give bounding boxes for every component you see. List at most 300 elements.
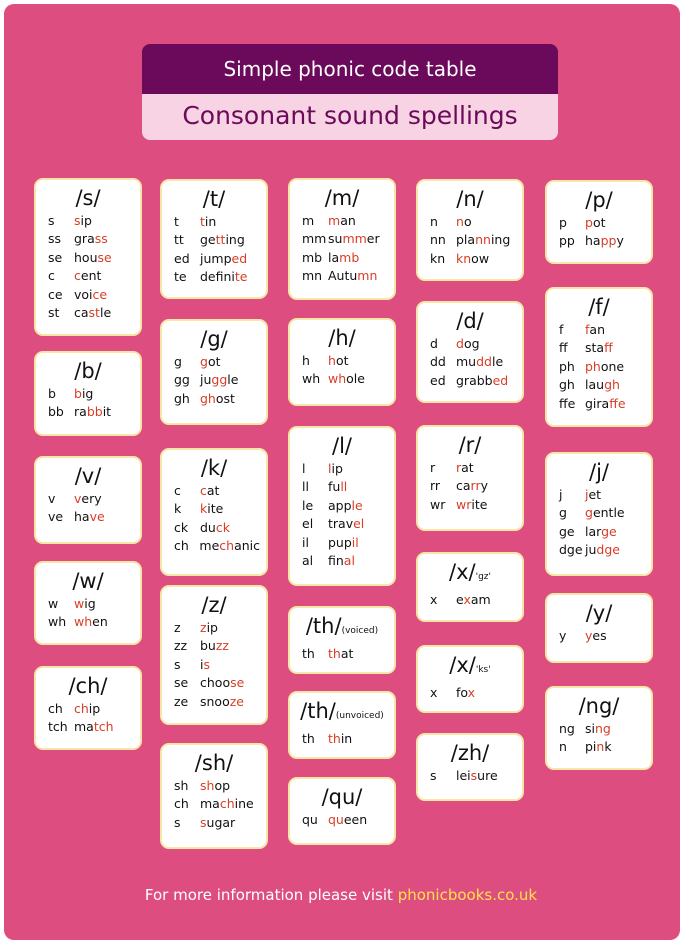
spelling-pattern: c xyxy=(48,268,55,284)
highlighted-grapheme: r xyxy=(456,460,462,475)
spelling-pattern: x xyxy=(430,592,438,607)
spelling-pattern: al xyxy=(302,553,314,569)
highlighted-grapheme: zz xyxy=(215,638,229,654)
example-word: giraffe xyxy=(585,395,626,411)
spelling-pattern: ffe xyxy=(559,395,576,411)
highlighted-grapheme: b xyxy=(74,386,82,401)
sound-note: 'ks' xyxy=(475,665,491,675)
example-word: sing xyxy=(585,721,611,736)
spelling-row xyxy=(48,508,134,526)
sound-card xyxy=(160,743,268,849)
sound-card xyxy=(288,178,396,300)
highlighted-grapheme: gh xyxy=(200,390,216,406)
spelling-pattern: ss xyxy=(48,231,62,247)
sound-title xyxy=(424,739,516,767)
sound-title xyxy=(296,184,388,212)
footer xyxy=(0,886,682,904)
example-word: mechanic xyxy=(199,538,260,554)
highlighted-grapheme: t xyxy=(200,214,205,229)
spelling-row xyxy=(430,591,516,609)
spelling-row xyxy=(430,250,516,268)
spelling-pattern: dd xyxy=(430,354,446,370)
spelling-row xyxy=(559,486,645,504)
spelling-row xyxy=(48,403,134,421)
spelling-row xyxy=(430,231,516,249)
sound-card xyxy=(416,645,524,713)
highlighted-grapheme: th xyxy=(328,646,341,661)
spelling-pattern: mn xyxy=(302,268,323,284)
spelling-pattern: s xyxy=(430,768,437,783)
spelling-pattern: ge xyxy=(559,523,575,539)
example-word: cent xyxy=(74,268,102,284)
highlighted-grapheme: x xyxy=(467,685,476,700)
spelling-pattern: n xyxy=(430,214,438,229)
spelling-row xyxy=(559,541,645,559)
sound-card xyxy=(160,585,268,725)
spelling-row xyxy=(302,497,388,515)
sound-symbol: /ch/ xyxy=(68,674,108,698)
highlighted-grapheme: ll xyxy=(340,479,348,495)
spelling-row xyxy=(48,700,134,718)
sound-card xyxy=(34,561,142,645)
sound-title xyxy=(168,185,260,213)
spelling-pattern: se xyxy=(48,249,63,265)
example-word: jumped xyxy=(200,250,248,266)
highlighted-grapheme: ce xyxy=(92,286,108,302)
highlighted-grapheme: dge xyxy=(596,542,620,558)
spelling-pattern: d xyxy=(430,336,438,351)
example-word: ghost xyxy=(200,390,235,406)
sound-symbol: /b/ xyxy=(74,359,102,383)
sound-title xyxy=(424,307,516,335)
spelling-row xyxy=(559,339,645,357)
highlighted-grapheme: n xyxy=(456,214,464,229)
highlighted-grapheme: nn xyxy=(475,232,491,248)
example-word: final xyxy=(328,553,355,569)
spelling-pattern: se xyxy=(174,675,189,691)
highlighted-grapheme: s xyxy=(200,814,207,830)
spelling-pattern: w xyxy=(48,596,59,611)
spelling-row xyxy=(48,613,134,631)
spelling-row xyxy=(559,214,645,232)
spelling-row xyxy=(302,552,388,570)
spelling-row xyxy=(559,523,645,541)
sound-title xyxy=(424,558,516,591)
example-word: duck xyxy=(200,519,230,535)
sound-card xyxy=(416,179,524,281)
spelling-row xyxy=(174,268,260,286)
spelling-row xyxy=(48,230,134,248)
spelling-row xyxy=(559,504,645,522)
highlighted-grapheme: st xyxy=(88,305,100,321)
highlighted-grapheme: z xyxy=(200,620,207,635)
example-word: choose xyxy=(200,675,245,691)
highlighted-grapheme: wh xyxy=(74,614,93,630)
sound-card xyxy=(160,179,268,299)
example-word: Autumn xyxy=(328,268,378,284)
example-word: full xyxy=(328,479,348,495)
example-word: grabbed xyxy=(456,372,509,388)
example-word: yes xyxy=(585,628,607,643)
example-word: definite xyxy=(200,269,248,285)
example-word: tin xyxy=(200,214,217,229)
example-word: got xyxy=(200,354,221,369)
example-word: lamb xyxy=(328,249,360,265)
sound-symbol: /qu/ xyxy=(321,785,363,809)
spelling-pattern: th xyxy=(302,646,315,661)
spelling-row xyxy=(174,213,260,231)
highlighted-grapheme: ze xyxy=(229,693,244,709)
spelling-row xyxy=(48,286,134,304)
spelling-row xyxy=(48,490,134,508)
spelling-pattern: r xyxy=(430,460,436,475)
sound-card xyxy=(545,686,653,770)
spelling-row xyxy=(430,335,516,353)
footer-text: For more information please visit xyxy=(144,886,398,904)
example-word: pot xyxy=(585,215,606,230)
example-word: happy xyxy=(585,233,624,249)
sound-symbol: /x/ xyxy=(449,653,476,677)
highlighted-grapheme: pp xyxy=(600,233,617,249)
spelling-row xyxy=(302,515,388,533)
spelling-pattern: st xyxy=(48,305,60,321)
spelling-pattern: n xyxy=(559,739,567,755)
spelling-row xyxy=(48,595,134,613)
spelling-pattern: gh xyxy=(174,390,190,406)
highlighted-grapheme: gh xyxy=(604,377,620,393)
highlighted-grapheme: s xyxy=(470,768,478,783)
sound-title xyxy=(168,454,260,482)
spelling-row xyxy=(174,353,260,371)
sound-symbol: /g/ xyxy=(200,327,228,351)
spelling-row xyxy=(302,811,388,829)
spelling-row xyxy=(430,353,516,371)
sound-title xyxy=(296,432,388,460)
spelling-pattern: ze xyxy=(174,693,189,709)
spelling-pattern: wh xyxy=(302,371,321,387)
example-word: snooze xyxy=(200,693,244,709)
spelling-pattern: v xyxy=(48,491,56,506)
highlighted-grapheme: ed xyxy=(231,250,248,266)
spelling-pattern: wh xyxy=(48,614,67,630)
spelling-row xyxy=(430,459,516,477)
spelling-row xyxy=(174,390,260,408)
highlighted-grapheme: gg xyxy=(211,372,228,388)
spelling-pattern: ph xyxy=(559,358,575,374)
spelling-row xyxy=(48,304,134,322)
example-word: match xyxy=(74,719,114,735)
highlighted-grapheme: tt xyxy=(215,232,226,248)
sound-symbol: /m/ xyxy=(324,186,360,210)
sound-title xyxy=(168,749,260,777)
sound-card xyxy=(288,606,396,674)
highlighted-grapheme: te xyxy=(234,269,248,285)
sound-title xyxy=(553,186,645,214)
spelling-row xyxy=(559,232,645,250)
example-word: write xyxy=(456,496,488,512)
example-word: queen xyxy=(328,812,368,827)
spelling-row xyxy=(48,212,134,230)
spelling-pattern: il xyxy=(302,534,309,550)
sound-symbol: /z/ xyxy=(201,593,227,617)
example-word: judge xyxy=(585,542,620,558)
sound-title xyxy=(296,697,388,730)
highlighted-grapheme: wr xyxy=(456,496,472,512)
sound-symbol: /th/ xyxy=(300,699,336,723)
example-word: whole xyxy=(328,371,365,387)
sound-note: (unvoiced) xyxy=(335,711,384,721)
example-word: pupil xyxy=(328,534,359,550)
highlighted-grapheme: th xyxy=(328,731,341,746)
example-word: rat xyxy=(456,460,474,475)
spelling-pattern: te xyxy=(174,269,187,285)
footer-link[interactable]: phonicbooks.co.uk xyxy=(397,886,538,904)
spelling-row xyxy=(174,656,260,674)
spelling-pattern: ch xyxy=(48,701,63,716)
sound-card xyxy=(160,319,268,425)
sound-symbol: /x/ xyxy=(449,560,476,584)
spelling-pattern: le xyxy=(302,497,314,513)
sound-card xyxy=(160,448,268,576)
spelling-pattern: s xyxy=(174,656,181,672)
spelling-pattern: h xyxy=(302,353,310,368)
spelling-row xyxy=(174,814,260,832)
example-word: dog xyxy=(456,336,480,351)
example-word: buzz xyxy=(200,638,229,654)
spelling-row xyxy=(174,795,260,813)
spelling-pattern: c xyxy=(174,483,181,498)
highlighted-grapheme: bb xyxy=(86,404,103,420)
spelling-pattern: gh xyxy=(559,377,575,393)
sound-card xyxy=(288,318,396,406)
highlighted-grapheme: ed xyxy=(492,372,509,388)
sound-card xyxy=(545,287,653,427)
sound-symbol: /s/ xyxy=(75,186,101,210)
highlighted-grapheme: le xyxy=(351,497,363,513)
highlighted-grapheme: g xyxy=(200,354,208,369)
sound-symbol: /w/ xyxy=(72,569,104,593)
highlighted-grapheme: ng xyxy=(595,721,611,736)
highlighted-grapheme: k xyxy=(200,501,208,517)
spelling-pattern: mb xyxy=(302,249,323,265)
spelling-row xyxy=(174,693,260,711)
highlighted-grapheme: rr xyxy=(470,478,481,494)
example-word: when xyxy=(74,614,108,630)
sound-symbol: /v/ xyxy=(74,464,102,488)
sound-card xyxy=(288,691,396,759)
example-word: summer xyxy=(328,231,380,247)
spelling-row xyxy=(430,767,516,785)
sound-title xyxy=(296,324,388,352)
spelling-pattern: dge xyxy=(559,542,583,558)
spelling-pattern: x xyxy=(430,685,438,700)
spelling-row xyxy=(174,519,260,537)
sound-card xyxy=(545,593,653,663)
example-word: lip xyxy=(328,461,343,476)
highlighted-grapheme: v xyxy=(74,491,82,506)
spelling-pattern: rr xyxy=(430,478,441,494)
highlighted-grapheme: kn xyxy=(456,250,472,266)
sound-card xyxy=(34,178,142,336)
spelling-row xyxy=(430,477,516,495)
sound-card xyxy=(34,666,142,750)
sound-title xyxy=(168,591,260,619)
spelling-pattern: nn xyxy=(430,232,446,248)
highlighted-grapheme: l xyxy=(328,461,332,476)
spelling-row xyxy=(559,738,645,756)
highlighted-grapheme: ge xyxy=(601,523,617,539)
subtitle: Consonant sound spellings xyxy=(142,94,558,140)
example-word: man xyxy=(328,213,356,228)
example-word: chip xyxy=(74,701,101,716)
example-word: getting xyxy=(200,232,245,248)
spelling-pattern: ed xyxy=(430,372,446,388)
sound-title xyxy=(42,184,134,212)
highlighted-grapheme: ch xyxy=(219,796,235,812)
spelling-pattern: ch xyxy=(174,796,189,812)
sound-title xyxy=(42,357,134,385)
sound-title xyxy=(296,612,388,645)
example-word: sip xyxy=(74,213,92,228)
sound-title xyxy=(42,462,134,490)
sound-symbol: /sh/ xyxy=(194,751,234,775)
example-word: grass xyxy=(74,231,108,247)
spelling-row xyxy=(48,267,134,285)
example-word: exam xyxy=(456,592,491,607)
sound-card xyxy=(34,456,142,544)
sound-title xyxy=(553,458,645,486)
example-word: staff xyxy=(585,340,613,356)
spelling-pattern: t xyxy=(174,214,179,229)
spelling-row xyxy=(302,212,388,230)
spelling-pattern: s xyxy=(174,814,181,830)
spelling-row xyxy=(48,249,134,267)
highlighted-grapheme: sh xyxy=(200,778,215,793)
sound-symbol: /h/ xyxy=(328,326,356,350)
spelling-row xyxy=(174,537,260,555)
spelling-row xyxy=(302,460,388,478)
highlighted-grapheme: ck xyxy=(215,519,230,535)
spelling-row xyxy=(174,500,260,518)
highlighted-grapheme: s xyxy=(74,213,81,228)
example-word: apple xyxy=(328,497,363,513)
spelling-row xyxy=(174,231,260,249)
sound-title xyxy=(553,692,645,720)
sound-title xyxy=(424,431,516,459)
example-word: know xyxy=(456,250,490,266)
spelling-pattern: bb xyxy=(48,404,64,420)
sound-card xyxy=(288,777,396,845)
spelling-row xyxy=(302,352,388,370)
highlighted-grapheme: mb xyxy=(339,249,360,265)
spelling-pattern: j xyxy=(559,487,563,502)
spelling-row xyxy=(174,250,260,268)
highlighted-grapheme: c xyxy=(200,483,207,498)
spelling-row xyxy=(174,619,260,637)
highlighted-grapheme: h xyxy=(328,353,336,368)
example-word: cat xyxy=(200,483,220,498)
spelling-row xyxy=(174,482,260,500)
example-word: kite xyxy=(200,501,224,517)
spelling-pattern: ch xyxy=(174,538,189,554)
example-word: very xyxy=(74,491,102,506)
example-word: shop xyxy=(200,778,231,793)
example-word: no xyxy=(456,214,472,229)
spelling-row xyxy=(559,627,645,645)
sound-card xyxy=(416,425,524,531)
example-word: is xyxy=(200,656,210,672)
sound-card xyxy=(545,452,653,576)
highlighted-grapheme: m xyxy=(328,213,341,228)
spelling-pattern: qu xyxy=(302,812,318,827)
spelling-pattern: gg xyxy=(174,372,190,388)
example-word: machine xyxy=(200,796,254,812)
highlighted-grapheme: ve xyxy=(89,509,105,525)
spelling-row xyxy=(430,372,516,390)
spelling-row xyxy=(430,684,516,702)
highlighted-grapheme: j xyxy=(585,487,589,502)
sound-title xyxy=(42,567,134,595)
sound-symbol: /l/ xyxy=(332,434,352,458)
sound-card xyxy=(416,733,524,801)
spelling-pattern: s xyxy=(48,213,55,228)
spelling-pattern: f xyxy=(559,322,564,337)
spelling-pattern: ce xyxy=(48,286,63,302)
spelling-pattern: kn xyxy=(430,250,446,266)
sound-title xyxy=(424,651,516,684)
highlighted-grapheme: tch xyxy=(93,719,114,735)
highlighted-grapheme: al xyxy=(343,553,355,569)
spelling-row xyxy=(559,720,645,738)
highlighted-grapheme: ffe xyxy=(609,395,626,411)
highlighted-grapheme: wh xyxy=(328,371,347,387)
spelling-row xyxy=(302,230,388,248)
spelling-pattern: m xyxy=(302,213,315,228)
highlighted-grapheme: se xyxy=(97,249,112,265)
title: Simple phonic code table xyxy=(142,44,558,94)
spelling-pattern: y xyxy=(559,628,567,643)
spelling-row xyxy=(174,674,260,692)
highlighted-grapheme: el xyxy=(353,516,365,532)
sound-card xyxy=(288,426,396,586)
example-word: phone xyxy=(585,358,625,374)
spelling-pattern: k xyxy=(174,501,182,517)
highlighted-grapheme: g xyxy=(585,505,593,521)
sound-card xyxy=(545,180,653,264)
sound-card xyxy=(416,301,524,403)
spelling-pattern: p xyxy=(559,215,567,230)
highlighted-grapheme: mm xyxy=(342,231,367,247)
spelling-row xyxy=(302,730,388,748)
spelling-pattern: el xyxy=(302,516,314,532)
example-word: juggle xyxy=(200,372,239,388)
spelling-row xyxy=(559,376,645,394)
spelling-pattern: sh xyxy=(174,778,189,793)
sound-title xyxy=(553,599,645,627)
highlighted-grapheme: se xyxy=(230,675,245,691)
highlighted-grapheme: x xyxy=(463,592,471,607)
sound-symbol: /k/ xyxy=(200,456,228,480)
sound-title xyxy=(42,672,134,700)
spelling-pattern: ll xyxy=(302,479,309,495)
highlighted-grapheme: n xyxy=(596,739,605,755)
sound-symbol: /d/ xyxy=(456,309,484,333)
example-word: voice xyxy=(74,286,108,302)
example-word: jet xyxy=(585,487,602,502)
sound-symbol: /zh/ xyxy=(450,741,490,765)
highlighted-grapheme: mn xyxy=(357,268,378,284)
spelling-row xyxy=(174,777,260,795)
